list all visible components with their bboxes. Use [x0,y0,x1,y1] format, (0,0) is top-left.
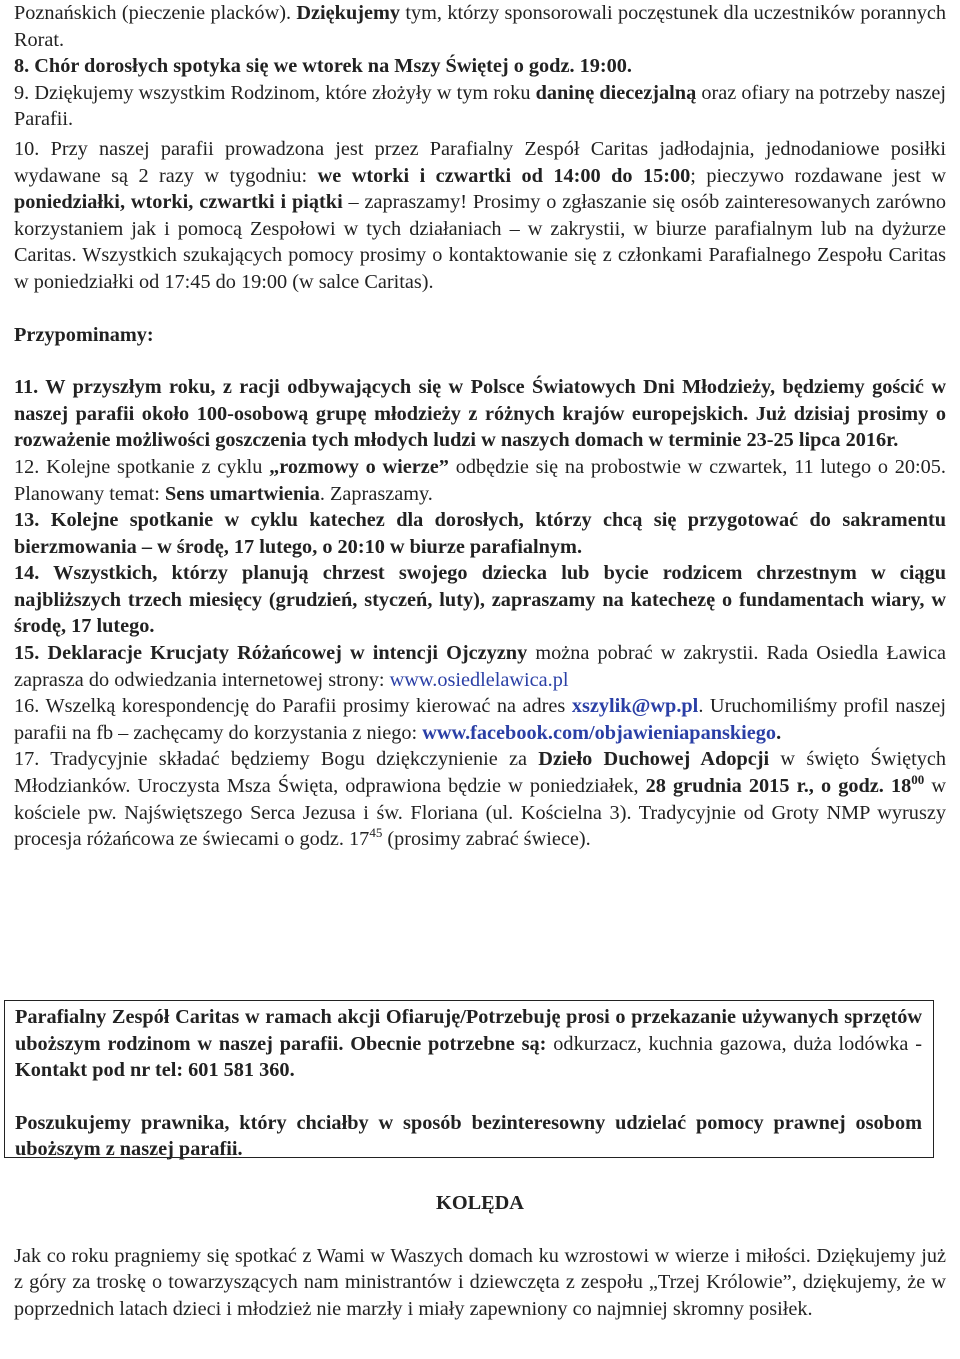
announcement-9: 9. Dziękujemy wszystkim Rodzinom, które złożyły w tym roku daninę diecezjalną oraz ofiary na potrzeby naszej Parafii. [14,81,946,131]
reminder-heading: Przypominamy: [14,323,154,346]
announcement-13: 13. Kolejne spotkanie w cyklu katechez dla dorosłych, którzy chcą się przygotować do sakramentu bierzmowania – w środę, 17 lutego, o 20:10 w biurze parafialnym. [14,509,947,558]
announcement-17: 17. Tradycyjnie składać będziemy Bogu dziękczynienie za Dzieło Duchowej Adopcji w święto Świętych Młodzianków. Uroczysta Msza Święta, odprawiona będzie w poniedziałek, 28 grudnia 2015 r., o godz. $18^{00}$ w kościele pw. Najświętszego Serca Jezusa i św. Floriana (ul. Kościelna 3). Tradycyjnie od Groty NMP wyruszy procesja różańcowa ze świecami o godz. $17^{45}$ (prosimy zabrać świece). [14,748,946,851]
bulletin-page [14,0,946,853]
announcement-8: 8. Chór dorosłych spotyka się we wtorek na Mszy Świętej o godz. 19:00. [14,55,632,78]
caritas-donation-request: Parafialny Zespół Caritas w ramach akcji Ofiaruję/Potrzebuję prosi o przekazanie używanych sprzętów uboższym rodzinom w naszej parafii. Obecnie potrzebne są: odkurzacz, kuchnia gazowa, duża lodówka - Kontakt pod nr tel: 601 581 360. [15,1006,922,1082]
parish-email-link[interactable]: xszylik@wp.pl [571,695,699,718]
announcement-12: 12. Kolejne spotkanie z cyklu „rozmowy o wierze” odbędzie się na probostwie w czwartek, 11 lutego o 20:05. Planowany temat: Sens umartwienia. Zapraszamy. [14,455,947,505]
kolenda-section [14,1190,946,1322]
announcement-11: 11. W przyszłym roku, z racji odbywających się w Polsce Światowych Dni Młodzieży, będziemy gościć w naszej parafii około 100-osobową grupę młodzieży z różnych krajów europejskich. Już dzisiaj prosimy o rozważenie możliwości goszczenia tych młodych ludzi w naszych domach w terminie 23-25 lipca 2016r. [14,376,946,452]
kolenda-text: Jak co roku pragniemy się spotkać z Wami w Waszych domach ku wzrostowi w wierze i miłości. Dziękujemy już z góry za troskę o towarzyszących nam ministrantów i dziewczęta z zespołu „Trzej Królowie”, dziękujemy, że w poprzednich latach dzieci i młodzież nie marzły i miały zapewniony co najmniej skromny posiłek. [14,1244,946,1320]
lawyer-request: Poszukujemy prawnika, który chciałby w sposób bezinteresowny udzielać pomocy prawnej osobom uboższym z naszej parafii. [15,1111,922,1161]
kolenda-title: KOLĘDA [436,1192,524,1214]
caritas-notice-box [4,1000,934,1161]
facebook-link[interactable]: www.facebook.com/objawieniapanskiego [422,721,777,744]
announcement-14: 14. Wszystkich, którzy planują chrzest swojego dziecka lub bycie rodzicem chrzestnym w ciągu najbliższych trzech miesięcy (grudzień, styczeń, luty), zapraszamy na katechezę o fundamentach wiary, w środę, 17 lutego. [14,562,946,638]
announcement-7-continued: Poznańskich (pieczenie placków). Dziękujemy tym, którzy sponsorowali poczęstunek dla uczestników porannych Rorat. [14,2,946,51]
osiedle-website-link[interactable]: www.osiedlelawica.pl [389,668,569,691]
announcement-16: 16. Wszelką korespondencję do Parafii prosimy kierować na adres xszylik@wp.pl. Uruchomiliśmy profil naszej parafii na fb – zachęcamy do korzystania z niego: www.facebook.com/objawieniapanskiego. [14,695,946,744]
announcement-15: 15. Deklaracje Krucjaty Różańcowej w intencji Ojczyzny można pobrać w zakrystii. Rada Osiedla Ławica zaprasza do odwiedzania internetowej strony: www.osiedlelawica.pl [14,642,947,691]
announcement-10: 10. Przy naszej parafii prowadzona jest przez Parafialny Zespół Caritas jadłodajnia, jednodaniowe posiłki wydawane są 2 razy w tygodniu: we wtorki i czwartki od 14:00 do 15:00; pieczywo rozdawane jest w poniedziałki, wtorki, czwartki i piątki – zapraszamy! Prosimy o zgłaszanie się osób zainteresowanych zarówno korzystaniem jak i pomocą Zespołowi w tych działaniach – w zakrystii, w biurze parafialnym lub na dyżurze Caritas. Wszystkich szukających pomocy prosimy o kontaktowanie się z członkami Parafialnego Zespołu Caritas w poniedziałki od 17:45 do 19:00 (w salce Caritas). [14,137,946,293]
